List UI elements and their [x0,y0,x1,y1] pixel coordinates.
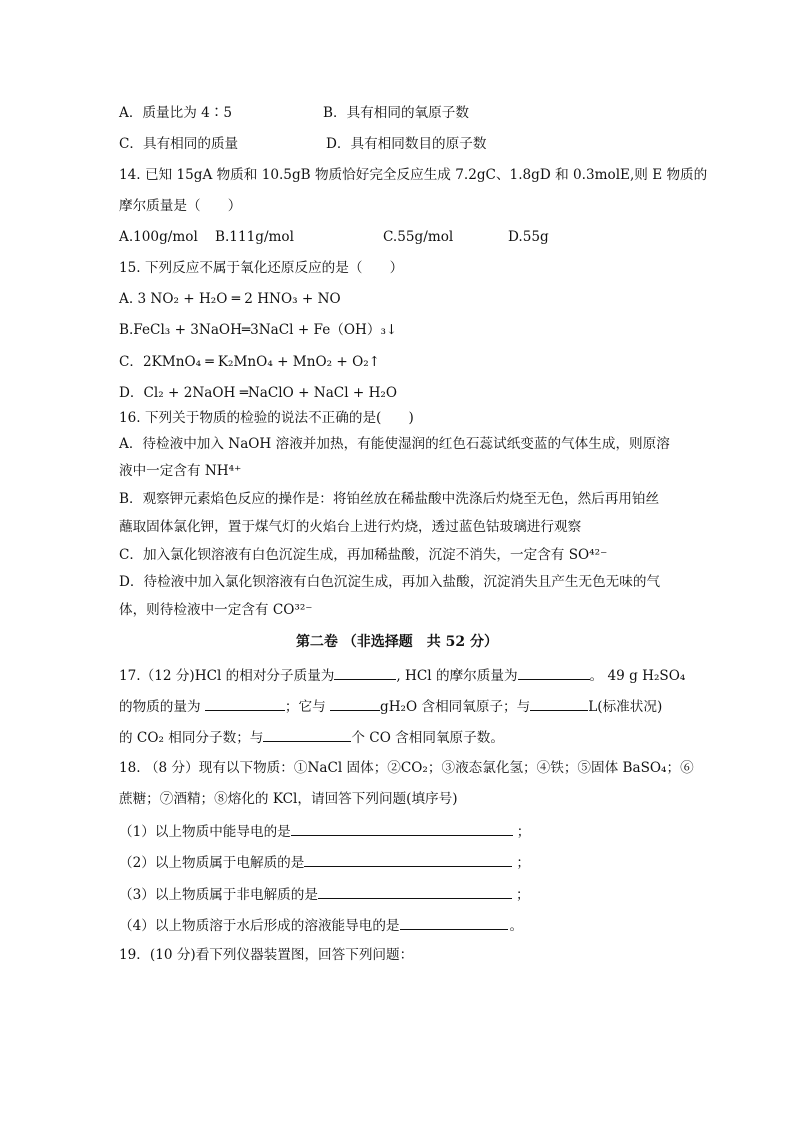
q17-line2: 的物质的量为 ；它与 gH₂O 含相同氧原子；与 L(标准状况) [119,696,662,716]
q18-stem-line2: 蔗糖；⑦酒精；⑧熔化的 KCl，请回答下列问题(填序号) [119,791,458,807]
section-2-title: 第二卷 （非选择题 共 52 分） [295,634,499,650]
q15-stem: 15. 下列反应不属于氧化还原反应的是（ ） [119,260,404,276]
q13-option-d: D．具有相同数目的原子数 [326,136,487,152]
q16-option-a-line2: 液中一定含有 NH⁴⁺ [119,463,242,479]
q18-stem-line1: 18. （8 分）现有以下物质：①NaCl 固体；②CO₂；③液态氯化氢；④铁；⑤固体 BaSO₄；⑥ [119,760,694,776]
q14-stem-line1: 14. 已知 15gA 物质和 10.5gB 物质恰好完全反应生成 7.2gC、1.8gD 和 0.3molE,则 E 物质的 [119,167,708,183]
q17-blank-relative-mass[interactable] [334,665,396,680]
q18-blank-2[interactable] [304,852,512,867]
q14-option-d: D.55g [508,229,549,245]
q16-option-d-line2: 体，则待检液中一定含有 CO³²⁻ [119,602,313,618]
q17-blank-moles[interactable] [205,696,285,711]
q18-blank-3[interactable] [318,884,512,899]
q15-option-b: B.FeCl₃ + 3NaOH═3NaCl + Fe（OH）₃↓ [119,322,398,338]
q13-option-b: B．具有相同的氧原子数 [323,105,469,121]
q18-blank-1[interactable] [291,821,513,836]
q17-blank-water-mass[interactable] [330,696,380,711]
q18-sub-1: （1）以上物质中能导电的是 ； [119,821,530,841]
q14-option-b: B.111g/mol [215,229,294,245]
q17-line3: 的 CO₂ 相同分子数；与 个 CO 含相同氧原子数。 [119,727,504,747]
q17-blank-molar-mass[interactable] [518,665,590,680]
q14-stem-line2: 摩尔质量是（ ） [119,198,242,214]
q14-option-a: A.100g/mol [119,229,198,245]
q16-option-b-line2: 蘸取固体氯化钾，置于煤气灯的火焰台上进行灼烧，透过蓝色钴玻璃进行观察 [119,519,582,535]
q16-option-a-line1: A．待检液中加入 NaOH 溶液并加热，有能使湿润的红色石蕊试纸变蓝的气体生成，则原溶 [119,436,670,452]
q13-option-a: A．质量比为 4∶5 [119,105,232,121]
q16-option-d-line1: D．待检液中加入氯化钡溶液有白色沉淀生成，再加入盐酸，沉淀消失且产生无色无味的气 [119,574,661,590]
q17-line1: 17.（12 分)HCl 的相对分子质量为 , HCl 的摩尔质量为 。 49 g H₂SO₄ [119,665,685,685]
q15-option-d: D．Cl₂ + 2NaOH ═NaClO + NaCl + H₂O [119,385,398,401]
q17-blank-co2-volume[interactable] [530,696,588,711]
q19-stem: 19．(10 分)看下列仪器装置图，回答下列问题： [119,947,414,963]
q14-option-c: C.55g/mol [383,229,454,245]
q15-option-c: C．2KMnO₄ ═ K₂MnO₄ + MnO₂ + O₂↑ [119,354,381,370]
q15-option-a: A. 3 NO₂ + H₂O ═ 2 HNO₃ + NO [119,291,341,307]
q16-stem: 16. 下列关于物质的检验的说法不正确的是( ) [119,410,414,426]
q17-blank-co-count[interactable] [263,727,351,742]
q16-option-c: C．加入氯化钡溶液有白色沉淀生成，再加稀盐酸，沉淀不消失，一定含有 SO⁴²⁻ [119,547,608,563]
q16-option-b-line1: B．观察钾元素焰色反应的操作是：将铂丝放在稀盐酸中洗涤后灼烧至无色，然后再用铂丝 [119,491,660,507]
q13-option-c: C．具有相同的质量 [119,136,239,152]
q18-sub-2: （2）以上物质属于电解质的是 ； [119,852,530,872]
q18-sub-3: （3）以上物质属于非电解质的是 ； [119,884,530,904]
q18-blank-4[interactable] [400,915,508,930]
q18-sub-4: （4）以上物质溶于水后形成的溶液能导电的是 。 [119,915,523,935]
